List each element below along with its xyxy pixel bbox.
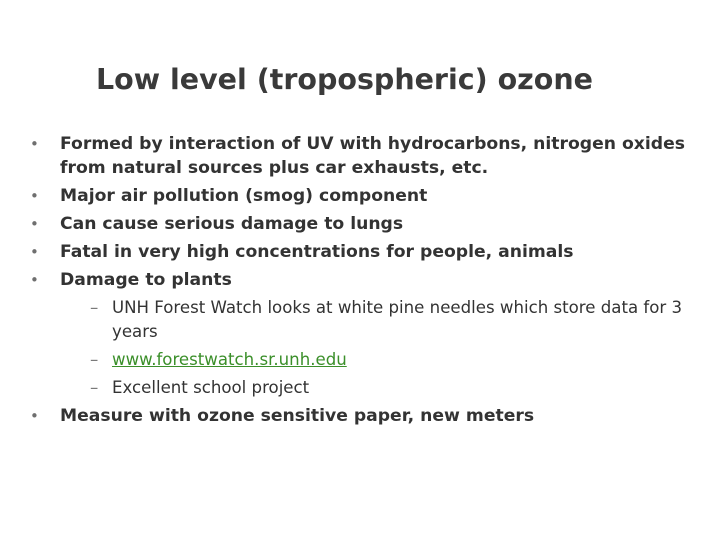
bullet-dot-icon: •: [30, 271, 39, 289]
bullet-text: Can cause serious damage to lungs: [60, 214, 404, 234]
bullet-text: Damage to plants: [60, 270, 232, 290]
bullet-text: Major air pollution (smog) component: [60, 186, 428, 206]
bullet-item: [30, 268, 702, 292]
bullet-text: Measure with ozone sensitive paper, new meters: [60, 406, 535, 426]
sub-bullet-text: UNH Forest Watch looks at white pine needles which store data for 3 years: [112, 298, 683, 341]
bullet-item: [30, 212, 702, 236]
bullet-text: Formed by interaction of UV with hydrocarbons, nitrogen oxides from natural sources plus car exhausts, etc.: [60, 134, 685, 178]
bullet-item: [30, 132, 702, 180]
forestwatch-link[interactable]: www.forestwatch.sr.unh.edu: [112, 350, 347, 369]
bullet-item: [30, 404, 702, 428]
dash-icon: –: [90, 350, 99, 369]
sub-bullet-item: [30, 296, 702, 344]
bullet-dot-icon: •: [30, 407, 39, 425]
slide-body: [30, 132, 702, 432]
bullet-text: Fatal in very high concentrations for people, animals: [60, 242, 574, 262]
bullet-item: [30, 184, 702, 208]
slide-title: Low level (tropospheric) ozone: [96, 63, 593, 96]
sub-bullet-item: [30, 348, 702, 372]
bullet-dot-icon: •: [30, 243, 39, 261]
sub-bullet-item: [30, 376, 702, 400]
dash-icon: –: [90, 298, 99, 317]
sub-bullet-text: Excellent school project: [112, 378, 310, 397]
bullet-dot-icon: •: [30, 135, 39, 153]
bullet-dot-icon: •: [30, 187, 39, 205]
bullet-item: [30, 240, 702, 264]
dash-icon: –: [90, 378, 99, 397]
bullet-dot-icon: •: [30, 215, 39, 233]
